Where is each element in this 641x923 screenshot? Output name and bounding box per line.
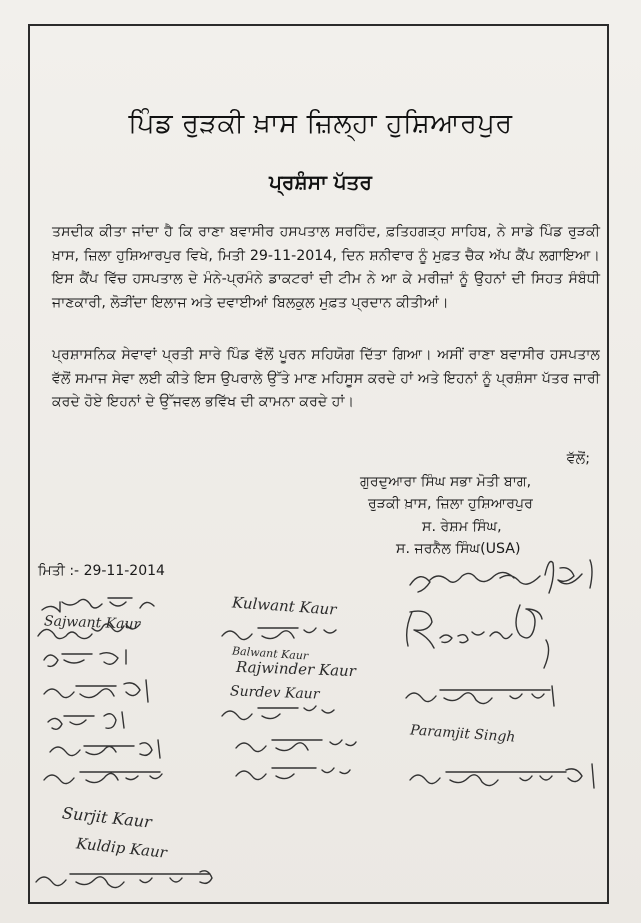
date-line: ਮਿਤੀ :- 29-11-2014 bbox=[38, 563, 165, 579]
signature-left-5 bbox=[48, 712, 124, 729]
signature-surdev: Surdev Kaur bbox=[229, 683, 320, 703]
signature-left-1 bbox=[42, 598, 154, 612]
signature-left-7 bbox=[44, 772, 162, 784]
sender-line-2: ਰੁੜਕੀ ਖ਼ਾਸ, ਜ਼ਿਲਾ ਹੁਸ਼ਿਆਰਪੁਰ bbox=[368, 496, 533, 512]
signature-balwant: Balwant Kaur bbox=[231, 644, 309, 663]
paragraph-1: ਤਸਦੀਕ ਕੀਤਾ ਜਾਂਦਾ ਹੈ ਕਿ ਰਾਣਾ ਬਵਾਸੀਰ ਹਸਪਤਾਲ ਸਰਹਿੰਦ, ਫ਼ਤਿਹਗੜ੍ਹ ਸਾਹਿਬ, ਨੇ ਸਾਡੇ ਪਿੰਡ ਰੁੜਕੀ ਖ਼ਾਸ, ਜ਼ਿਲਾ ਹੁਸ਼ਿਆਰਪੁਰ ਵਿਖੇ, ਮਿਤੀ 29-11-2014, ਦਿਨ ਸ਼ਨੀਵਾਰ ਨੂੰ ਮੁਫ਼ਤ ਚੈਕ ਅੱਪ ਕੈਂਪ ਲਗਾਇਆ। ਇਸ ਕੈਂਪ ਵਿੱਚ ਹਸਪਤਾਲ ਦੇ ਮੰਨੇ-ਪ੍ਰਮੰਨੇ ਡਾਕਟਰਾਂ ਦੀ ਟੀਮ ਨੇ ਆ ਕੇ ਮਰੀਜ਼ਾਂ ਨੂੰ ਉਹਨਾਂ ਦੀ ਸਿਹਤ ਸੰਬੰਧੀ ਜਾਣਕਾਰੀ, ਲੋੜੀਂਦਾ ਇਲਾਜ ਅਤੇ ਦਵਾਈਆਂ ਬਿਲਕੁਲ ਮੁਫ਼ਤ ਪ੍ਰਦਾਨ ਕੀਤੀਆਂ। bbox=[52, 224, 600, 311]
sender-from-label: ਵੱਲੋਂ; bbox=[566, 451, 590, 467]
sender-line-4: ਸ. ਜਰਨੈਲ ਸਿੰਘ(USA) bbox=[396, 541, 521, 557]
sender-line-3: ਸ. ਰੇਸ਼ਮ ਸਿੰਘ, bbox=[422, 518, 502, 535]
signature-kulwant: Kulwant Kaur bbox=[231, 593, 338, 619]
signature-mid-3 bbox=[236, 740, 356, 752]
signature-paramjit: Paramjit Singh bbox=[409, 722, 516, 746]
document-title: ਪਿੰਡ ਰੁੜਕੀ ਖ਼ਾਸ ਜ਼ਿਲ੍ਹਾ ਹੁਸ਼ਿਆਰਪੁਰ bbox=[128, 108, 513, 139]
signature-surjit: Surjit Kaur bbox=[61, 803, 153, 832]
signature-mid-4 bbox=[236, 768, 350, 780]
signature-right-1 bbox=[406, 686, 554, 706]
signature-mid-1 bbox=[222, 628, 336, 640]
signature-rajwinder: Rajwinder Kaur bbox=[235, 657, 357, 681]
signature-left-6 bbox=[50, 740, 160, 758]
paragraph-2: ਪ੍ਰਸ਼ਾਸਨਿਕ ਸੇਵਾਵਾਂ ਪ੍ਰਤੀ ਸਾਰੇ ਪਿੰਡ ਵੱਲੋਂ ਪੂਰਨ ਸਹਿਯੋਗ ਦਿੱਤਾ ਗਿਆ। ਅਸੀਂ ਰਾਣਾ ਬਵਾਸੀਰ ਹਸਪਤਾਲ ਵੱਲੋਂ ਸਮਾਜ ਸੇਵਾ ਲਈ ਕੀਤੇ ਇਸ ਉਪਰਾਲੇ ਉੱਤੇ ਮਾਣ ਮਹਿਸੂਸ ਕਰਦੇ ਹਾਂ ਅਤੇ ਇਹਨਾਂ ਨੂੰ ਪ੍ਰਸ਼ੰਸਾ ਪੱਤਰ ਜਾਰੀ ਕਰਦੇ ਹੋਏ ਇਹਨਾਂ ਦੇ ਉੱਜਵਲ ਭਵਿੱਖ ਦੀ ਕਾਮਨਾ ਕਰਦੇ ਹਾਂ। bbox=[52, 347, 600, 410]
document-subtitle: ਪ੍ਰਸ਼ੰਸਾ ਪੱਤਰ bbox=[269, 170, 372, 194]
sender-line-1: ਗੁਰਦੁਆਰਾ ਸਿੰਘ ਸਭਾ ਮੋਤੀ ਬਾਗ, bbox=[360, 473, 532, 490]
signature-mid-2 bbox=[222, 706, 334, 720]
signature-jarnail bbox=[410, 560, 592, 593]
signature-left-8 bbox=[36, 871, 212, 888]
signature-right-2 bbox=[410, 764, 594, 788]
signature-left-4 bbox=[44, 680, 148, 702]
signature-left-3 bbox=[44, 650, 126, 666]
signature-sajwant: Sajwant Kaur bbox=[43, 613, 141, 633]
signature-kuldip: Kuldip Kaur bbox=[75, 834, 168, 862]
